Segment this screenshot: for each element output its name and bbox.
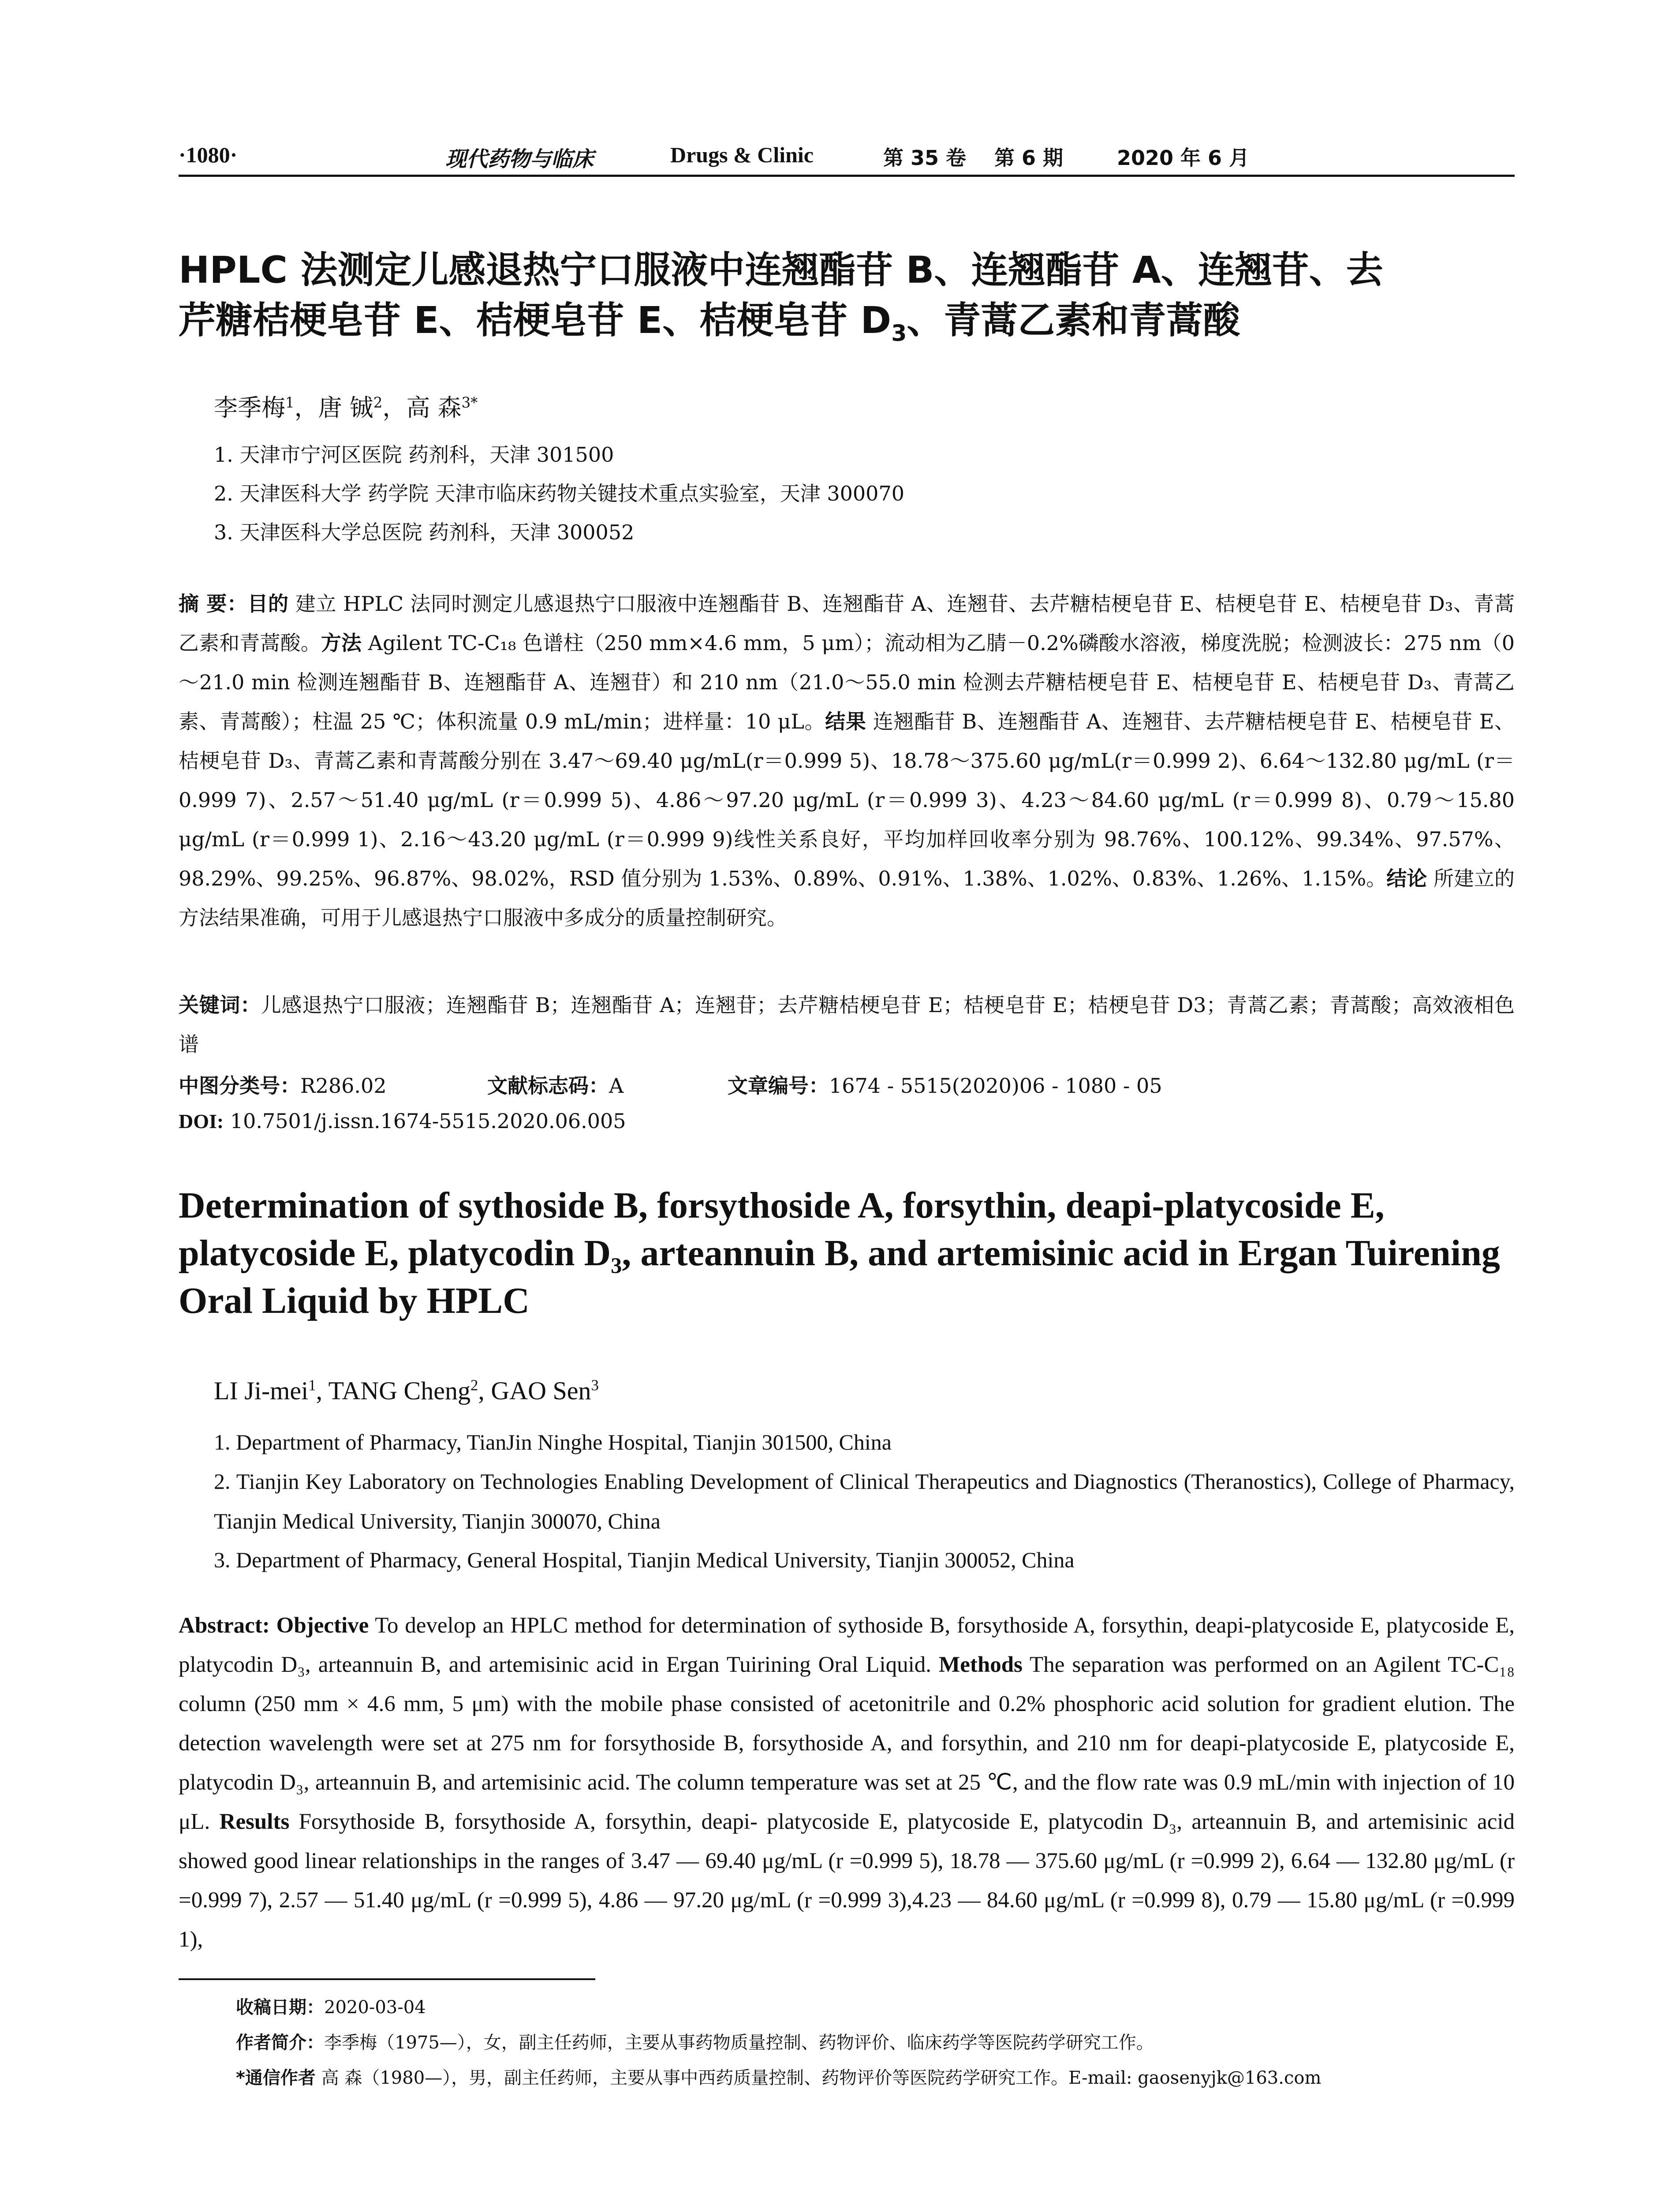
en-methods-label: Methods — [939, 1652, 1023, 1677]
cn-author-3: 高 森 — [406, 394, 462, 422]
cn-conclusion-label: 结论 — [1386, 867, 1427, 890]
cn-objective-label: 目的 — [247, 592, 289, 616]
header-rule — [179, 175, 1515, 177]
cn-author-2-sup: 2 — [373, 394, 383, 411]
cn-keywords — [179, 986, 1515, 1064]
cn-title-line-1: HPLC 法测定儿感退热宁口服液中连翘酯苷 B、连翘酯苷 A、连翘苷、去 — [179, 248, 1383, 292]
en-results-label: Results — [219, 1809, 290, 1834]
en-title-subscript: 3 — [611, 1253, 622, 1278]
footnote-rule — [179, 1978, 595, 1980]
doi-line — [179, 1109, 1515, 1133]
en-affiliation-3: 3. Department of Pharmacy, General Hospital, Tianjin Medical University, Tianjin 300052, China — [214, 1547, 1075, 1572]
cn-objective-text: 建立 HPLC 法同时测定儿感退热宁口服液中连翘酯苷 B、连翘酯苷 A、连翘苷、去芹糖桔梗皂苷 E、桔梗皂苷 E、桔梗皂苷 D₃、青蒿乙素和青蒿酸。 — [179, 592, 1515, 655]
received-label: 收稿日期： — [236, 1997, 324, 2018]
en-abstract-label: Abstract: Objective — [179, 1613, 369, 1638]
en-title — [179, 1182, 1515, 1325]
en-affiliation-2: 2. Tianjin Key Laboratory on Technologies Enabling Development of Clinical Therapeutics and Diagnostics (Theranostics), College of Pharmacy, Tianjin Medical University, Tianjin 300070, China — [214, 1469, 1515, 1533]
en-author-3-sup: 3 — [591, 1376, 599, 1394]
doi-label: DOI: — [179, 1110, 224, 1132]
cn-results-label: 结果 — [825, 710, 866, 733]
clc-label: 中图分类号： — [179, 1074, 300, 1098]
cn-title-line-2-text: 芹糖桔梗皂苷 E、桔梗皂苷 E、桔梗皂苷 D — [179, 299, 892, 342]
doc-code — [487, 1070, 623, 1099]
en-affiliation-1: 1. Department of Pharmacy, TianJin Ninghe Hospital, Tianjin 301500, China — [214, 1430, 892, 1454]
journal-name-cn: 现代药物与临床 — [445, 147, 594, 172]
doc-code-label: 文献标志码： — [487, 1074, 609, 1098]
cn-conclusion-text: 所建立的方法结果准确，可用于儿感退热宁口服液中多成分的质量控制研究。 — [179, 867, 1515, 930]
author-bio-label: 作者简介： — [236, 2033, 324, 2053]
cn-affiliation-1: 1. 天津市宁河区医院 药剂科，天津 301500 — [214, 443, 614, 467]
en-author-sep: , — [316, 1376, 329, 1405]
en-title-line-2-text: platycoside E, platycodin D — [179, 1233, 611, 1274]
en-results-text: Forsythoside B, forsythoside A, forsythin, deapi- platycoside E, platycoside E, platycodin D₃, arteannuin B, and artemisinic acid showed good linear relationships in the ranges of 3.47 — 69.40 μg/mL (r =0.999 5), 18.78 — 375.60 μg/mL (r =0.999 2), 6.64 — 132.80 μg/mL (r =0.999 7), 2.57 — 51.40 μg/mL (r =0.999 5), 4.86 — 97.20 μg/mL (r =0.999 3),4.23 — 84.60 μg/mL (r =0.999 8), 0.79 — 15.80 μg/mL (r =0.999 1), — [179, 1809, 1515, 1952]
clc-value: R286.02 — [300, 1074, 387, 1098]
cn-title — [179, 245, 1515, 345]
issue-date: 2020 年 6 月 — [1117, 146, 1250, 170]
en-author-3: GAO Sen — [491, 1376, 591, 1405]
en-title-line-2 — [179, 1230, 1515, 1277]
received-value: 2020-03-04 — [324, 1997, 426, 2018]
issue: 第 6 期 — [994, 146, 1064, 170]
en-abstract — [179, 1606, 1515, 1959]
cn-methods-label: 方法 — [321, 631, 362, 655]
en-methods-text: The separation was performed on an Agilent TC-C₁₈ column (250 mm × 4.6 mm, 5 μm) with the mobile phase consisted of acetonitrile and 0.2% phosphoric acid solution for gradient elution. The detection wavelength were set at 275 nm for forsythoside B, forsythoside A, and forsythin, and 210 nm for deapi-platycoside E, platycoside E, platycodin D₃, arteannuin B, and artemisinic acid. The column temperature was set at 25 ℃, and the flow rate was 0.9 mL/min with injection of 10 μL. — [179, 1652, 1515, 1834]
en-author-sep: , — [478, 1376, 491, 1405]
cn-title-line-2-tail: 、青蒿乙素和青蒿酸 — [907, 299, 1240, 342]
en-objective-text: To develop an HPLC method for determination of sythoside B, forsythoside A, forsythin, deapi-platycoside E, platycoside E, platycodin D₃, arteannuin B, and artemisinic acid in Ergan Tuirining Oral Liquid. — [179, 1613, 1515, 1677]
cn-keywords-label: 关键词： — [179, 993, 261, 1017]
en-title-line-2-tail: , arteannuin B, and artemisinic acid in Ergan Tuirening — [622, 1233, 1500, 1274]
cn-title-subscript: 3 — [891, 320, 907, 346]
corresponding-text: 高 森（1980—），男，副主任药师，主要从事中西药质量控制、药物评价等医院药学研究工作。E-mail: gaosenyjk@163.com — [315, 2068, 1322, 2088]
received-date — [236, 1993, 426, 2018]
article-number-value: 1674 - 5515(2020)06 - 1080 - 05 — [829, 1074, 1162, 1098]
cn-classification — [179, 1070, 1515, 1099]
en-title-line-3: Oral Liquid by HPLC — [179, 1280, 530, 1321]
cn-abstract — [179, 584, 1515, 938]
en-author-2: TANG Cheng — [328, 1376, 470, 1405]
cn-author-1: 李季梅 — [214, 394, 285, 422]
cn-affiliation-2: 2. 天津医科大学 药学院 天津市临床药物关键技术重点实验室，天津 300070 — [214, 482, 904, 505]
cn-results-text: 连翘酯苷 B、连翘酯苷 A、连翘苷、去芹糖桔梗皂苷 E、桔梗皂苷 E、桔梗皂苷 D₃、青蒿乙素和青蒿酸分别在 3.47～69.40 μg/mL(r＝0.999 5)、18.78～375.60 μg/mL(r＝0.999 2)、6.64～132.80 μg/mL (r＝0.999 7)、2.57～51.40 μg/mL (r＝0.999 5)、4.86～97.20 μg/mL (r＝0.999 3)、4.23～84.60 μg/mL (r＝0.999 8)、0.79～15.80 μg/mL (r＝0.999 1)、2.16～43.20 μg/mL (r＝0.999 9)线性关系良好，平均加样回收率分别为 98.76%、100.12%、99.34%、97.57%、98.29%、99.25%、96.87%、98.02%，RSD 值分别为 1.53%、0.89%、0.91%、1.38%、1.02%、0.83%、1.26%、1.15%。 — [179, 710, 1515, 890]
doc-code-value: A — [609, 1074, 624, 1098]
cn-author-3-sup: 3* — [461, 394, 478, 411]
cn-author-2: 唐 铖 — [318, 394, 373, 422]
cn-author-sep: ， — [382, 394, 407, 422]
corresponding-label: *通信作者 — [236, 2068, 316, 2088]
volume: 第 35 卷 — [883, 146, 967, 170]
article-number-label: 文章编号： — [728, 1074, 829, 1098]
cn-authors — [214, 389, 478, 423]
cn-author-sep: ， — [294, 394, 318, 422]
journal-name-en: Drugs & Clinic — [670, 142, 814, 167]
cn-keywords-text: 儿感退热宁口服液；连翘酯苷 B；连翘酯苷 A；连翘苷；去芹糖桔梗皂苷 E；桔梗皂苷 E；桔梗皂苷 D3；青蒿乙素；青蒿酸；高效液相色谱 — [179, 993, 1515, 1056]
en-title-line-1: Determination of sythoside B, forsythoside A, forsythin, deapi-platycoside E, — [179, 1185, 1385, 1226]
author-bio — [236, 2029, 1154, 2054]
cn-methods-text: Agilent TC-C₁₈ 色谱柱（250 mm×4.6 mm，5 μm）；流动相为乙腈－0.2%磷酸水溶液，梯度洗脱；检测波长：275 nm（0～21.0 min 检测连翘酯苷 B、连翘酯苷 A、连翘苷）和 210 nm（21.0～55.0 min 检测去芹糖桔梗皂苷 E、桔梗皂苷 E、桔梗皂苷 D₃、青蒿乙素、青蒿酸）；柱温 25 ℃；体积流量 0.9 mL/min；进样量：10 μL。 — [179, 631, 1515, 733]
author-bio-text: 李季梅（1975—），女，副主任药师，主要从事药物质量控制、药物评价、临床药学等医院药学研究工作。 — [324, 2033, 1154, 2053]
doi-value: 10.7501/j.issn.1674-5515.2020.06.005 — [224, 1109, 626, 1133]
article-number — [728, 1070, 1162, 1099]
cn-author-1-sup: 1 — [285, 394, 295, 411]
corresponding-author — [236, 2064, 1321, 2089]
en-authors — [214, 1376, 599, 1405]
page-number: ·1080· — [179, 142, 238, 167]
running-header — [179, 142, 1515, 173]
en-author-1: LI Ji-mei — [214, 1376, 309, 1405]
en-author-2-sup: 2 — [470, 1376, 478, 1394]
cn-abstract-label: 摘 要： — [179, 592, 248, 616]
en-author-1-sup: 1 — [308, 1376, 316, 1394]
cn-title-line-2 — [179, 295, 1515, 345]
cn-affiliation-3: 3. 天津医科大学总医院 药剂科，天津 300052 — [214, 520, 635, 544]
